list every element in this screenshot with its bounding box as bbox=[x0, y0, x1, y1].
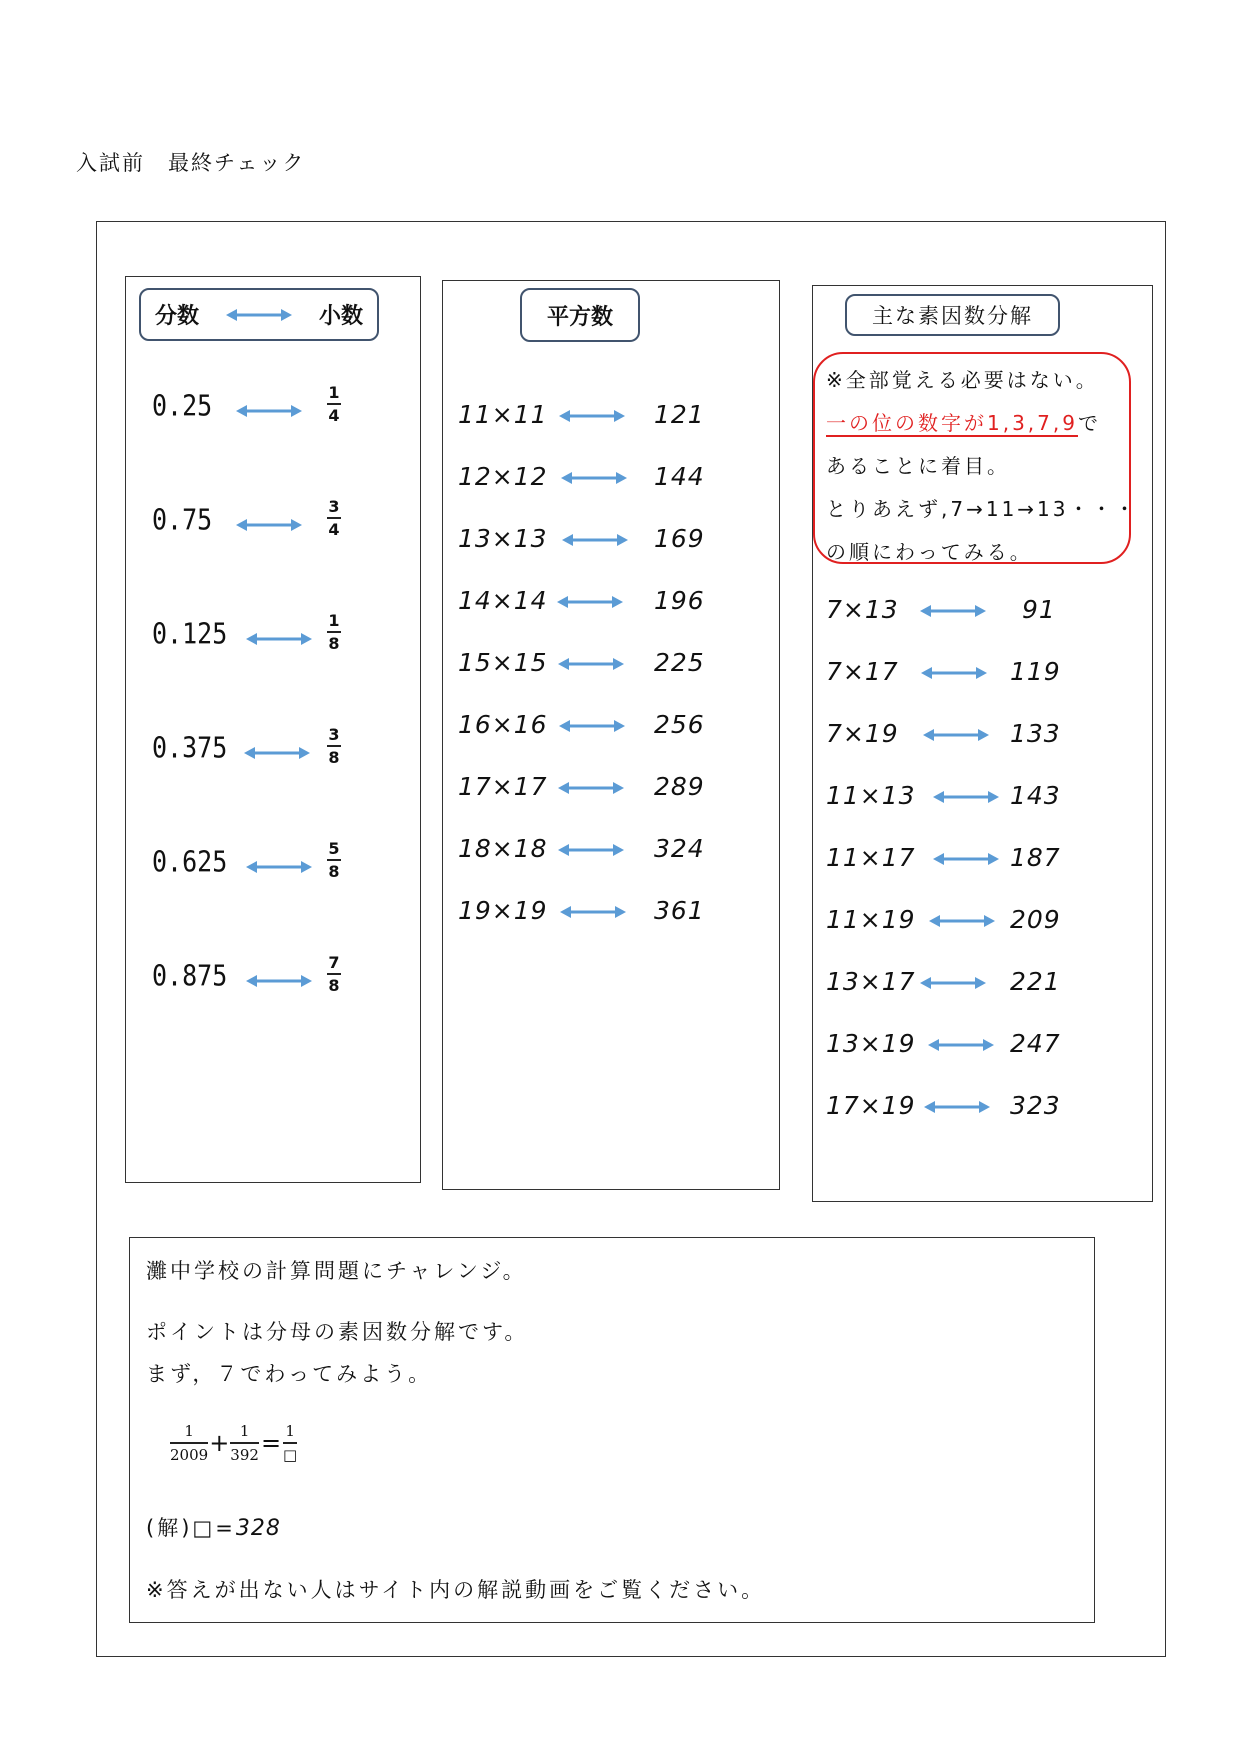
factor-expression: 17×19 bbox=[826, 1091, 916, 1120]
double-arrow-icon bbox=[558, 843, 624, 857]
challenge-video-note: ※答えが出ない人はサイト内の解説動画をご覧ください。 bbox=[146, 1578, 766, 1602]
square-result: 256 bbox=[654, 710, 705, 739]
double-arrow-icon bbox=[560, 905, 626, 919]
numerator: 1 bbox=[328, 611, 340, 630]
challenge-point: ポイントは分母の素因数分解です。 bbox=[146, 1320, 529, 1344]
list-item bbox=[458, 834, 728, 868]
list-item bbox=[152, 953, 352, 1009]
decimal-value: 0.875 bbox=[152, 958, 228, 993]
factor-expression: 11×19 bbox=[826, 905, 916, 934]
factor-result: 221 bbox=[1010, 967, 1061, 996]
factor-result: 247 bbox=[1010, 1029, 1061, 1058]
prime-factorization-header: 主な素因数分解 bbox=[845, 294, 1060, 336]
double-arrow-icon bbox=[923, 728, 989, 742]
factor-result: 209 bbox=[1010, 905, 1061, 934]
list-item bbox=[152, 839, 352, 895]
fraction bbox=[326, 383, 342, 425]
double-arrow-icon bbox=[236, 404, 302, 418]
note-line-3: あることに着目。 bbox=[826, 454, 1010, 478]
square-numbers-header: 平方数 bbox=[520, 288, 640, 342]
list-item bbox=[152, 383, 352, 439]
list-item bbox=[826, 905, 1066, 939]
square-expression: 16×16 bbox=[458, 710, 548, 739]
list-item bbox=[458, 462, 728, 496]
challenge-intro: 灘中学校の計算問題にチャレンジ。 bbox=[146, 1259, 527, 1283]
factor-result: 143 bbox=[1010, 781, 1061, 810]
list-item bbox=[458, 648, 728, 682]
answer-value: 328 bbox=[235, 1516, 281, 1541]
list-item bbox=[152, 725, 352, 781]
decimal-value: 0.625 bbox=[152, 844, 228, 879]
square-expression: 17×17 bbox=[458, 772, 548, 801]
double-arrow-icon bbox=[924, 1100, 990, 1114]
factor-result: 133 bbox=[1010, 719, 1061, 748]
double-arrow-icon bbox=[226, 308, 292, 322]
numerator: 1 bbox=[239, 1422, 250, 1440]
header-decimal-label: 小数 bbox=[318, 304, 363, 329]
fraction bbox=[326, 953, 342, 995]
plus-sign: + bbox=[209, 1428, 230, 1457]
fraction bbox=[326, 725, 342, 767]
page-title: 入試前 最終チェック bbox=[76, 151, 306, 175]
decimal-value: 0.375 bbox=[152, 730, 228, 765]
decimal-value: 0.75 bbox=[152, 502, 213, 537]
square-expression: 12×12 bbox=[458, 462, 548, 491]
denominator: 2009 bbox=[170, 1445, 209, 1464]
double-arrow-icon bbox=[244, 746, 310, 760]
factor-expression: 13×19 bbox=[826, 1029, 916, 1058]
numerator: 7 bbox=[328, 953, 340, 972]
list-item bbox=[458, 524, 728, 558]
denominator: 4 bbox=[328, 406, 340, 425]
note-line-1: ※全部覚える必要はない。 bbox=[826, 368, 1099, 392]
double-arrow-icon bbox=[933, 790, 999, 804]
note-line-2-tail: で bbox=[1077, 411, 1101, 435]
factor-expression: 11×13 bbox=[826, 781, 916, 810]
square-result: 144 bbox=[654, 462, 705, 491]
factor-result: 187 bbox=[1010, 843, 1061, 872]
square-result: 324 bbox=[654, 834, 705, 863]
square-expression: 14×14 bbox=[458, 586, 548, 615]
factor-expression: 11×17 bbox=[826, 843, 916, 872]
double-arrow-icon bbox=[246, 632, 312, 646]
factor-result: 119 bbox=[1010, 657, 1061, 686]
double-arrow-icon bbox=[921, 666, 987, 680]
double-arrow-icon bbox=[559, 719, 625, 733]
challenge-equation bbox=[170, 1422, 297, 1464]
double-arrow-icon bbox=[933, 852, 999, 866]
double-arrow-icon bbox=[929, 914, 995, 928]
square-result: 361 bbox=[654, 896, 705, 925]
numerator: 3 bbox=[328, 725, 340, 744]
note-line-2 bbox=[826, 407, 1101, 436]
denominator: 8 bbox=[328, 634, 340, 653]
double-arrow-icon bbox=[246, 974, 312, 988]
challenge-answer bbox=[146, 1512, 281, 1542]
square-result: 196 bbox=[654, 586, 705, 615]
note-highlight: 一の位の数字が1,3,7,9 bbox=[826, 411, 1078, 435]
list-item bbox=[458, 586, 728, 620]
factor-expression: 7×17 bbox=[826, 657, 899, 686]
square-expression: 11×11 bbox=[458, 400, 548, 429]
double-arrow-icon bbox=[920, 976, 986, 990]
double-arrow-icon bbox=[557, 595, 623, 609]
list-item bbox=[458, 772, 728, 806]
double-arrow-icon bbox=[928, 1038, 994, 1052]
list-item bbox=[458, 400, 728, 434]
factor-expression: 7×13 bbox=[826, 595, 899, 624]
decimal-value: 0.25 bbox=[152, 388, 213, 423]
double-arrow-icon bbox=[558, 781, 624, 795]
list-item bbox=[826, 657, 1066, 691]
denominator: 4 bbox=[328, 520, 340, 539]
denominator: 8 bbox=[328, 862, 340, 881]
list-item bbox=[826, 1091, 1066, 1125]
list-item bbox=[826, 595, 1066, 629]
fraction bbox=[170, 1422, 208, 1464]
denominator: 392 bbox=[230, 1445, 259, 1464]
factor-expression: 13×17 bbox=[826, 967, 916, 996]
challenge-hint: まず，７でわってみよう。 bbox=[146, 1362, 433, 1386]
denominator: 8 bbox=[328, 976, 340, 995]
fraction bbox=[326, 839, 342, 881]
square-result: 121 bbox=[654, 400, 705, 429]
numerator: 1 bbox=[328, 383, 340, 402]
numerator: 1 bbox=[184, 1422, 194, 1440]
double-arrow-icon bbox=[561, 471, 627, 485]
list-item bbox=[152, 497, 352, 553]
square-expression: 19×19 bbox=[458, 896, 548, 925]
header-fraction-label: 分数 bbox=[155, 304, 200, 329]
decimal-value: 0.125 bbox=[152, 616, 228, 651]
answer-equals: = bbox=[215, 1516, 236, 1540]
list-item bbox=[826, 781, 1066, 815]
list-item bbox=[826, 719, 1066, 753]
double-arrow-icon bbox=[558, 657, 624, 671]
list-item bbox=[826, 1029, 1066, 1063]
fraction bbox=[283, 1422, 297, 1464]
numerator: 5 bbox=[328, 839, 340, 858]
list-item bbox=[826, 843, 1066, 877]
numerator: 1 bbox=[285, 1422, 295, 1440]
square-expression: 13×13 bbox=[458, 524, 548, 553]
denominator: □ bbox=[283, 1445, 298, 1464]
square-expression: 15×15 bbox=[458, 648, 548, 677]
denominator: 8 bbox=[328, 748, 340, 767]
note-line-5: の順にわってみる。 bbox=[826, 540, 1033, 564]
double-arrow-icon bbox=[562, 533, 628, 547]
fraction bbox=[326, 611, 342, 653]
square-result: 225 bbox=[654, 648, 705, 677]
note-line-4: とりあえず,7→11→13・・・ bbox=[826, 497, 1138, 521]
factor-result: 323 bbox=[1010, 1091, 1061, 1120]
square-result: 289 bbox=[654, 772, 705, 801]
list-item bbox=[458, 896, 728, 930]
answer-prefix: (解) bbox=[146, 1516, 193, 1540]
equals-sign: = bbox=[260, 1428, 282, 1457]
fraction bbox=[326, 497, 342, 539]
fraction bbox=[230, 1422, 259, 1464]
factor-result: 91 bbox=[1022, 595, 1056, 624]
double-arrow-icon bbox=[559, 409, 625, 423]
square-expression: 18×18 bbox=[458, 834, 548, 863]
factor-expression: 7×19 bbox=[826, 719, 899, 748]
list-item bbox=[826, 967, 1066, 1001]
answer-box: □ bbox=[192, 1516, 216, 1540]
list-item bbox=[152, 611, 352, 667]
square-result: 169 bbox=[654, 524, 705, 553]
double-arrow-icon bbox=[236, 518, 302, 532]
double-arrow-icon bbox=[920, 604, 986, 618]
fraction-decimal-header bbox=[139, 288, 379, 341]
numerator: 3 bbox=[328, 497, 340, 516]
list-item bbox=[458, 710, 728, 744]
double-arrow-icon bbox=[246, 860, 312, 874]
